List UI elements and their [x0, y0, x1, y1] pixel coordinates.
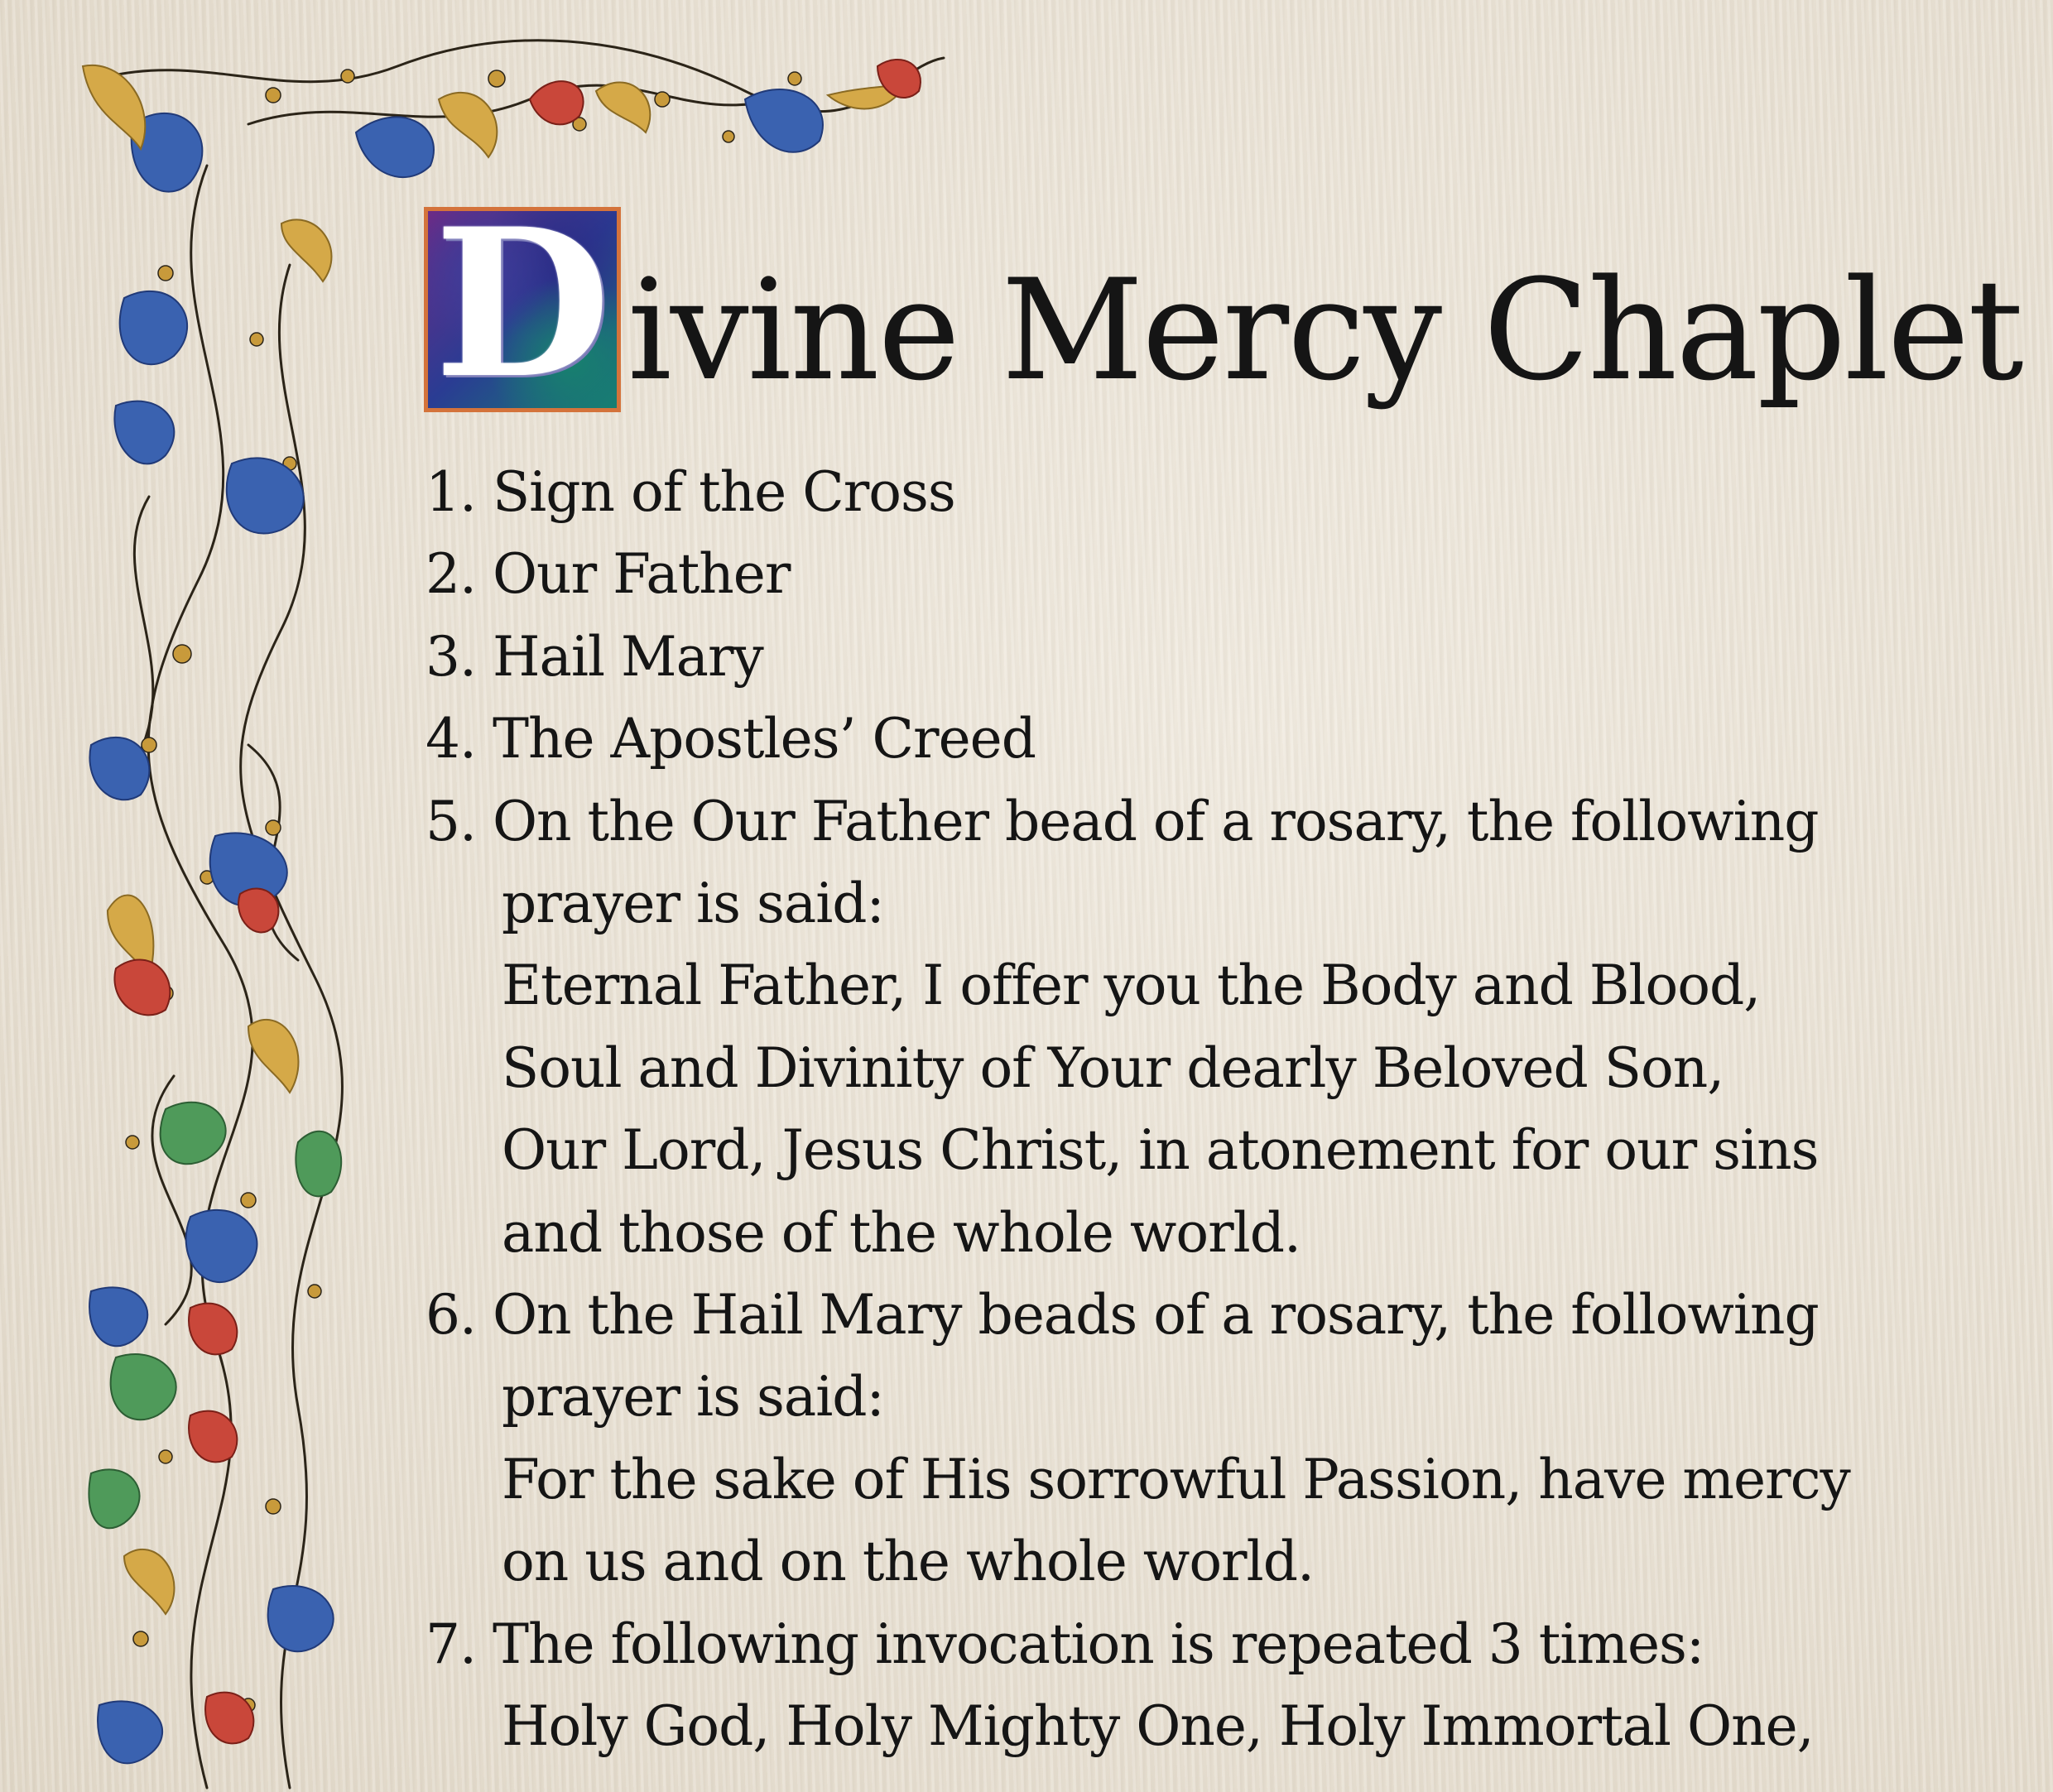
step-line: 6. On the Hail Mary beads of a rosary, the following	[426, 1283, 1819, 1348]
prayer-line: Holy God, Holy Mighty One, Holy Immortal One,	[502, 1694, 1814, 1759]
step-line: 1. Sign of the Cross	[426, 460, 955, 524]
chaplet-steps-list	[426, 451, 1998, 1768]
step-2	[426, 533, 1998, 615]
step-line: prayer is said:	[502, 1365, 884, 1429]
title-text: ivine Mercy Chaplet	[627, 249, 2022, 411]
page-title	[424, 205, 2022, 412]
prayer-line: and those of the whole world.	[502, 1200, 1301, 1265]
step-line: 4. The Apostles’ Creed	[426, 707, 1036, 771]
prayer-line: Eternal Father, I offer you the Body and Blood,	[502, 954, 1761, 1018]
step-1	[426, 451, 1998, 533]
step-6	[426, 1274, 1998, 1603]
illuminated-initial	[424, 207, 621, 412]
prayer-line: Soul and Divinity of Your dearly Beloved Son,	[502, 1035, 1724, 1100]
step-4	[426, 698, 1998, 780]
step-5	[426, 781, 1998, 1274]
prayer-line: Our Lord, Jesus Christ, in atonement for our sins	[502, 1118, 1819, 1183]
prayer-line: on us and on the whole world.	[502, 1530, 1314, 1594]
step-7	[426, 1603, 1998, 1768]
step-line: 3. Hail Mary	[426, 624, 763, 689]
step-line: prayer is said:	[502, 872, 884, 936]
title-initial-letter: D	[434, 207, 611, 412]
step-line: 5. On the Our Father bead of a rosary, the following	[426, 789, 1819, 853]
step-line: 2. Our Father	[426, 542, 791, 607]
step-3	[426, 616, 1998, 698]
prayer-line: For the sake of His sorrowful Passion, have mercy	[502, 1447, 1850, 1511]
step-line: 7. The following invocation is repeated 3 times:	[426, 1612, 1704, 1676]
